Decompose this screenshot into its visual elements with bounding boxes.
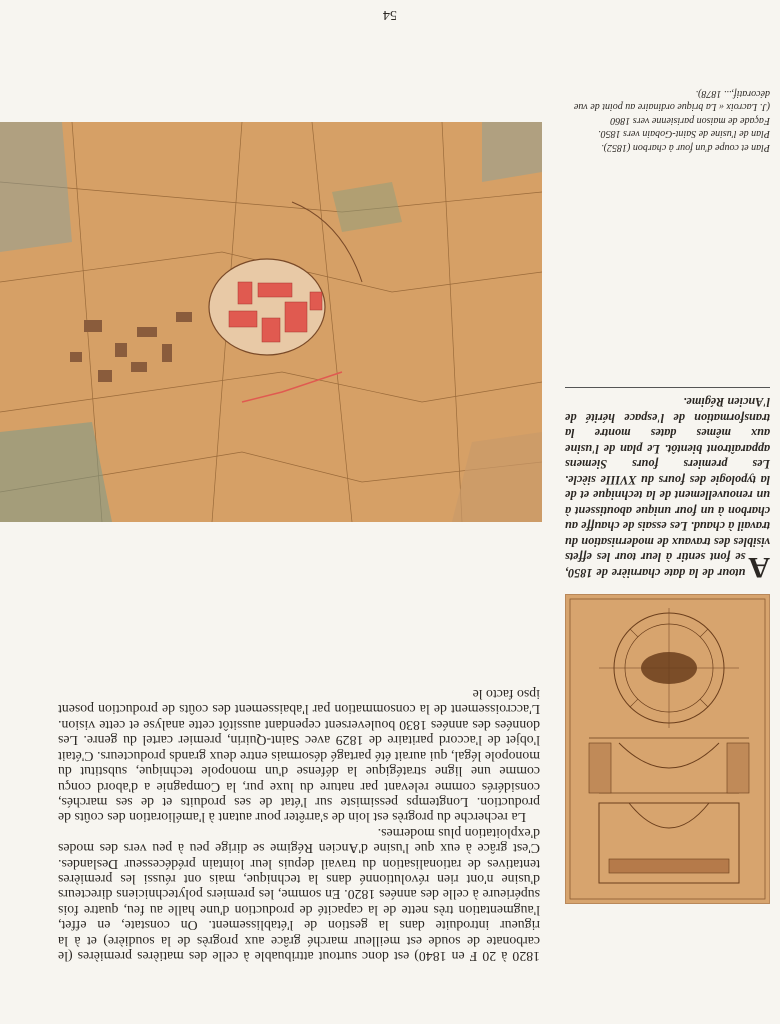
sidebar-column <box>565 387 770 904</box>
caption-facade: Façade de maison parisienne vers 1860 <box>610 115 770 126</box>
intro-text: utour de la date charnière de 1850, se font sentir à leur tour les effets visibles des travaux de modernisation du travail à chaud. Les essais de chauffe au charbon à un four unique aboutissent à un renouvellement de la technique et de la typologie des fours du XVIIIe siècle. Les premiers fours Siemens apparaîtront bientôt. Le plan de l'usine aux mêmes dates montre la transformation de l'espace hérité de l'Ancien Régime. <box>565 395 770 580</box>
main-text-column <box>58 687 540 964</box>
main-paragraph-1: 1820 à 20 F en 1840) est donc surtout attribuable à celle des matières premières (le carbonate de soude est meilleur marché grâce aux progrès de la soudière) et à la rigueur introduite dans la gestion de l'établissement. On constate, en effet, l'augmentation très nette de la capacité de production d'une halle au feu, quatre fois supérieure à celle des années 1820. En somme, les premiers polytechniciens directeurs d'usine n'ont rien révolutionné dans la technique, mais ont réussi les premières tentatives de rationalisation du travail depuis leur lointain prédécesseur Deslandes. C'est grâce à eux que l'usine d'Ancien Régime se dirige peu à peu vers des modes d'exploitation plus modernes. <box>58 825 540 964</box>
furnace-plan-drawing <box>565 594 770 904</box>
main-paragraph-2: La recherche du progrès est loin de s'arrêter pour autant à l'amélioration des coûts de production. Longtemps pessimiste sur l'état de ses produits et de ses marchés, considérés comme relevant par nature du luxe pur, la Compagnie a d'abord conçu comme une ligne stratégique la défense d'un monopole technique, substitut du monopole légal, qui aurait été partagé désormais entre deux grands producteurs. C'était l'objet de l'accord paritaire de 1829 avec Saint-Quirin, premier cartel du genre. Les données des années 1830 bouleversent cependant aussitôt cette analyse et cette vision. L'accroissement de la consommation par l'abaissement des coûts de production posent ipso facto le <box>58 687 540 826</box>
intro-paragraph <box>565 387 770 584</box>
furnace-drawing-svg <box>566 595 769 903</box>
image-captions <box>565 87 770 155</box>
factory-site-map <box>0 122 542 522</box>
caption-factory-plan: Plan de l'usine de Saint-Gobain vers 1850. <box>598 128 770 140</box>
map-svg <box>0 122 542 522</box>
caption-source: (J. Lacroix « La brique ordinaire au point de vue décoratif,... 1878). <box>573 88 770 113</box>
page-number: 54 <box>383 7 397 22</box>
caption-furnace: Plan et coupe d'un four à charbon (1852). <box>601 142 770 153</box>
drop-cap: A <box>748 551 770 584</box>
